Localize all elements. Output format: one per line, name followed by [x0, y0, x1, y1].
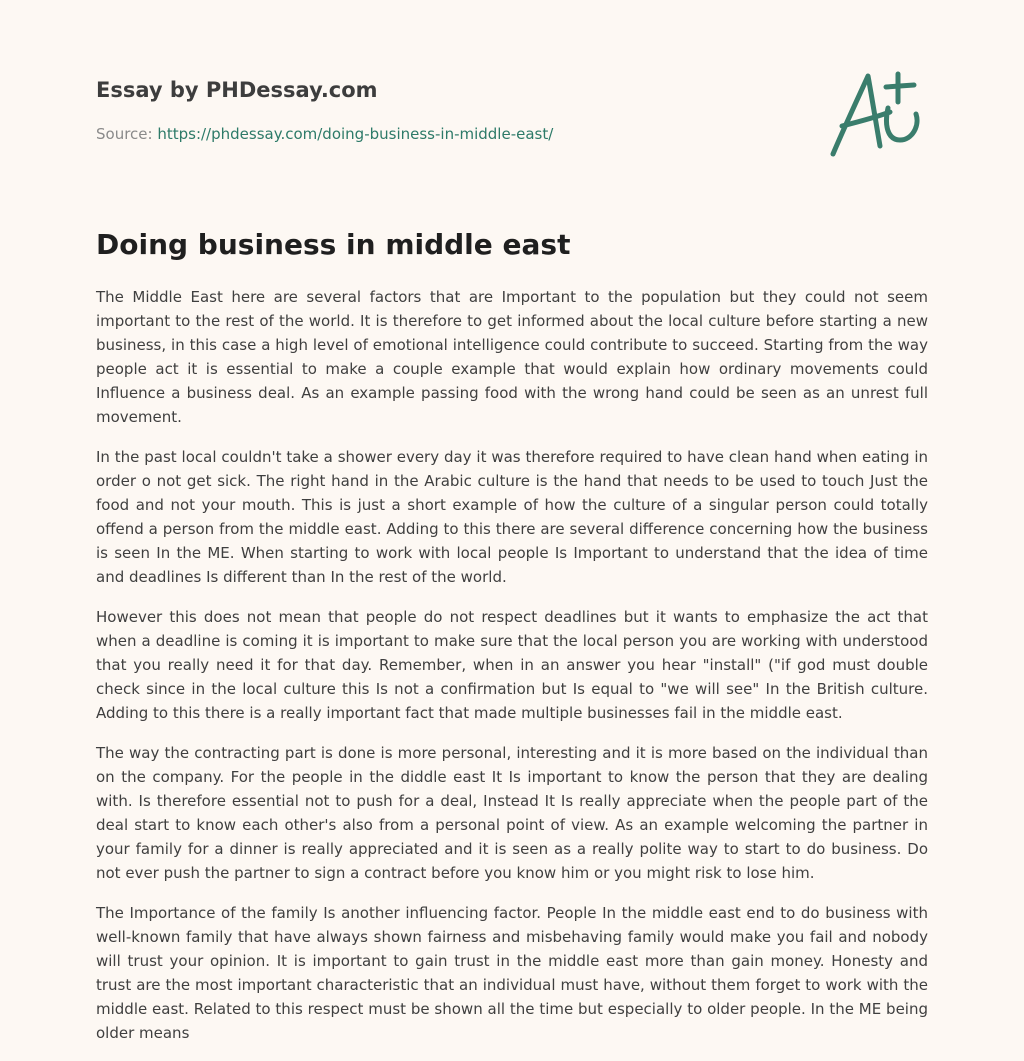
essay-paragraph: The way the contracting part is done is more personal, interesting and it is more based on the individual than on the company. For the people in the diddle east It Is important to know the person that they are dealing with. Is therefore essential not to push for a deal, Instead It Is really appreciate when the people part of the deal start to know each other's also from a personal point of view. As an example welcoming the partner in your family for a dinner is really appreciated and it is seen as a really polite way to start to do business. Do not ever push the partner to sign a contract before you know him or you might risk to lose him.	[96, 744, 928, 882]
essay-paragraph: In the past local couldn't take a shower every day it was therefore required to have clean hand when eating in order o not get sick. The right hand in the Arabic culture is the hand that needs to be used to touch Just the food and not your mouth. This is just a short example of how the culture of a singular person could totally offend a person from the middle east. Adding to this there are several difference concerning how the business is seen In the ME. When starting to work with local people Is Important to understand that the idea of time and deadlines Is different than In the rest of the world.	[96, 448, 928, 586]
essay-paragraph: However this does not mean that people do not respect deadlines but it wants to emphasize the act that when a deadline is coming it is important to make sure that the local person you are working with understood that you really need it for that day. Remember, when in an answer you hear "install" ("if god must double check since in the local culture this Is not a confirmation but Is equal to "we will see" In the British culture. Adding to this there is a really important fact that made multiple businesses fail in the middle east.	[96, 608, 928, 722]
site-title: Essay by PHDessay.com	[96, 78, 378, 102]
essay-body	[96, 285, 928, 1061]
source-line	[96, 124, 553, 144]
source-link[interactable]: https://phdessay.com/doing-business-in-middle-east/	[157, 125, 554, 143]
a-plus-logo-icon	[828, 68, 928, 160]
document-title: Doing business in middle east	[96, 228, 571, 261]
essay-paragraph: The Middle East here are several factors that are Important to the population but they could not seem important to the rest of the world. It is therefore to get informed about the local culture before starting a new business, in this case a high level of emotional intelligence could contribute to succeed. Starting from the way people act it is essential to make a couple example that would explain how ordinary movements could Influence a business deal. As an example passing food with the wrong hand could be seen as an unrest full movement.	[96, 288, 928, 426]
essay-paragraph: The Importance of the family Is another influencing factor. People In the middle east end to do business with well-known family that have always shown fairness and misbehaving family would make you fail and nobody will trust your opinion. It is important to gain trust in the middle east more than gain money. Honesty and trust are the most important characteristic that an individual must have, without them forget to work with the middle east. Related to this respect must be shown all the time but especially to older people. In the ME being older means	[96, 904, 928, 1042]
page-header	[96, 76, 928, 166]
source-label: Source:	[96, 125, 158, 143]
